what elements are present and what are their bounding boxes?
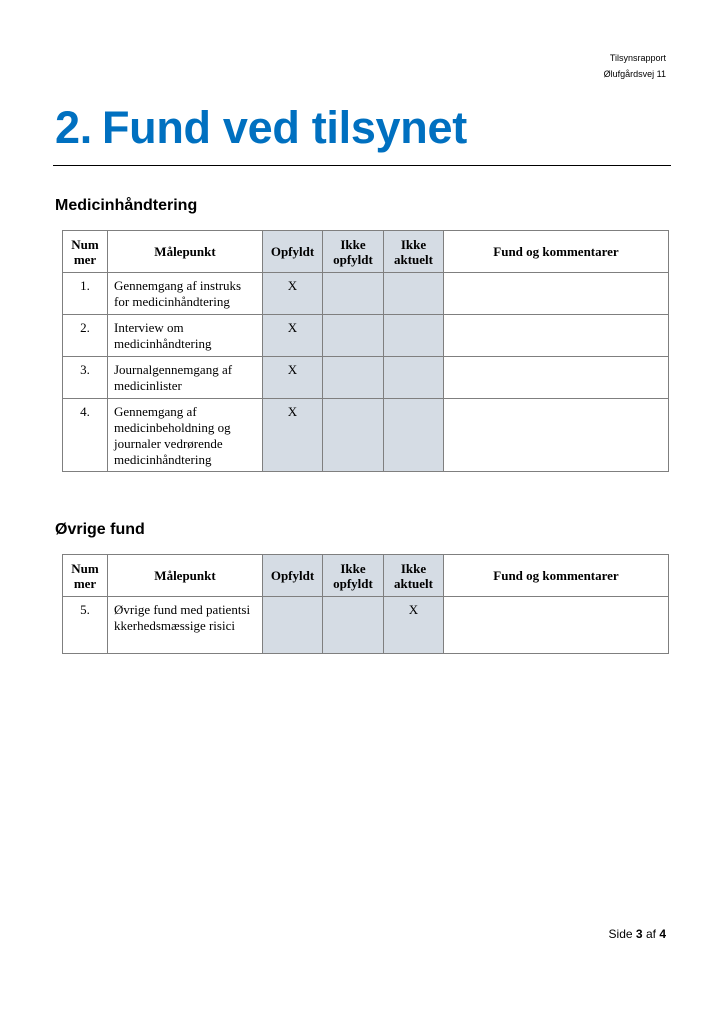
row-malepunkt: Interview om medicinhåndtering — [108, 315, 263, 357]
row-num: 5. — [63, 597, 108, 654]
title-divider — [53, 165, 671, 166]
row-ikke-opfyldt — [323, 357, 384, 399]
row-ikke-aktuelt — [384, 399, 444, 472]
table-row — [63, 399, 669, 472]
row-malepunkt: Gennemgang af medicinbeholdning og journaler vedrørende medicinhåndtering — [108, 399, 263, 472]
table-row — [63, 357, 669, 399]
row-num: 3. — [63, 357, 108, 399]
report-type: Tilsynsrapport — [609, 53, 666, 63]
col-header-ikke-opfyldt: Ikke opfyldt — [323, 231, 384, 273]
findings-table-medicinhandtering — [62, 230, 669, 472]
col-header-ikke-aktuelt: Ikke aktuelt — [384, 555, 444, 597]
section-number: 2. — [55, 102, 92, 153]
row-fund[interactable] — [444, 273, 669, 315]
row-ikke-opfyldt — [323, 399, 384, 472]
total-pages: 4 — [659, 927, 666, 941]
col-header-fund: Fund og kommentarer — [444, 231, 669, 273]
table-row — [63, 315, 669, 357]
page-separator: af — [645, 927, 656, 941]
page-header — [604, 50, 666, 82]
col-header-opfyldt: Opfyldt — [263, 231, 323, 273]
page-label: Side — [608, 927, 633, 941]
row-fund[interactable] — [444, 399, 669, 472]
col-header-num: Num mer — [63, 555, 108, 597]
findings-table-ovrige-fund — [62, 554, 669, 654]
col-header-ikke-opfyldt: Ikke opfyldt — [323, 555, 384, 597]
col-header-ikke-aktuelt: Ikke aktuelt — [384, 231, 444, 273]
row-opfyldt: X — [263, 315, 323, 357]
row-malepunkt: Journalgennemgang af medicinlister — [108, 357, 263, 399]
row-num: 4. — [63, 399, 108, 472]
row-num: 1. — [63, 273, 108, 315]
row-opfyldt: X — [263, 399, 323, 472]
row-ikke-opfyldt — [323, 597, 384, 654]
section-title: Fund ved tilsynet — [101, 102, 467, 153]
row-fund[interactable] — [444, 357, 669, 399]
section-heading-medicinhandtering: Medicinhåndtering — [55, 197, 198, 214]
current-page: 3 — [635, 927, 643, 941]
col-header-opfyldt: Opfyldt — [263, 555, 323, 597]
col-header-malepunkt: Målepunkt — [108, 555, 263, 597]
table-row — [63, 273, 669, 315]
section-heading-ovrige-fund: Øvrige fund — [55, 521, 145, 538]
table-header-row — [63, 555, 669, 597]
col-header-malepunkt: Målepunkt — [108, 231, 263, 273]
row-ikke-opfyldt — [323, 315, 384, 357]
col-header-num: Num mer — [63, 231, 108, 273]
row-fund[interactable] — [444, 315, 669, 357]
row-ikke-aktuelt — [384, 315, 444, 357]
row-opfyldt — [263, 597, 323, 654]
page-footer — [609, 927, 666, 941]
table-row — [63, 597, 669, 654]
address: Ølufgårdsvej 11 — [603, 69, 666, 79]
page-title — [55, 102, 467, 154]
row-num: 2. — [63, 315, 108, 357]
row-opfyldt: X — [263, 357, 323, 399]
row-opfyldt: X — [263, 273, 323, 315]
row-fund[interactable] — [444, 597, 669, 654]
row-ikke-aktuelt: X — [384, 597, 444, 654]
row-ikke-aktuelt — [384, 273, 444, 315]
row-ikke-opfyldt — [323, 273, 384, 315]
table-header-row — [63, 231, 669, 273]
row-ikke-aktuelt — [384, 357, 444, 399]
row-malepunkt: Gennemgang af instruks for medicinhåndtering — [108, 273, 263, 315]
col-header-fund: Fund og kommentarer — [444, 555, 669, 597]
row-malepunkt: Øvrige fund med patientsikkerhedsmæssige risici — [108, 597, 263, 654]
